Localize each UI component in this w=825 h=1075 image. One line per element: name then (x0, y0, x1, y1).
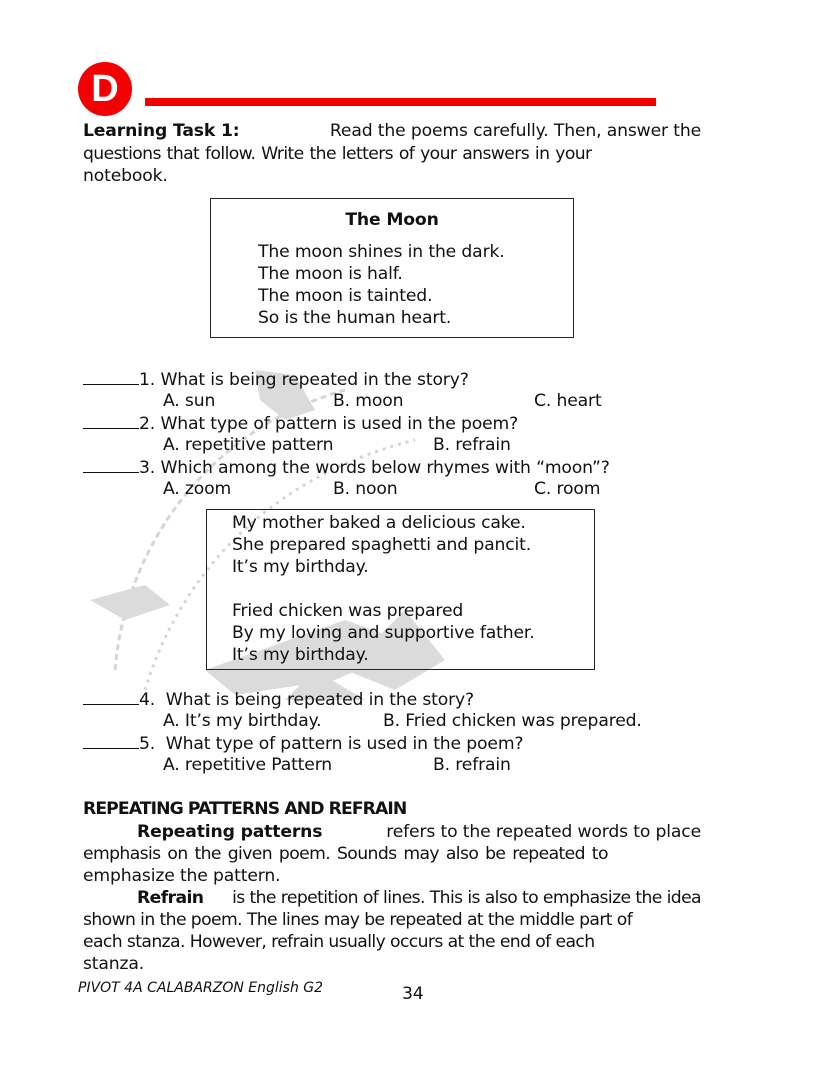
poem-line: The moon shines in the dark. (258, 242, 505, 262)
q2-option-b: B. refrain (433, 435, 511, 455)
footer-source: PIVOT 4A CALABARZON English G2 (78, 980, 324, 996)
poem-line: The moon is half. (258, 264, 403, 284)
poem-box-birthday (206, 509, 595, 670)
poem-line: She prepared spaghetti and pancit. (232, 535, 532, 555)
poem-line: The moon is tainted. (258, 286, 433, 306)
poem-line: It’s my birthday. (232, 645, 369, 665)
page-number: 34 (402, 984, 424, 1004)
lesson-p2-line4: stanza. (83, 954, 145, 974)
lesson-p2-line3: each stanza. However, refrain usually occurs at the end of each (83, 932, 595, 952)
section-letter-badge: D (78, 62, 132, 116)
lesson-p1-line3: emphasize the pattern. (83, 866, 281, 886)
poem-box-the-moon (210, 198, 574, 338)
lesson-p1-line1 (137, 821, 701, 843)
task-intro-line1 (83, 120, 701, 142)
poem-line: My mother baked a delicious cake. (232, 513, 526, 533)
question-number: 4. (139, 690, 156, 710)
answer-blank-3[interactable] (83, 456, 139, 473)
q2-option-a: A. repetitive pattern (163, 435, 334, 455)
question-number: 1. (139, 370, 156, 390)
question-1 (83, 368, 469, 391)
lesson-heading: REPEATING PATTERNS AND REFRAIN (83, 799, 407, 819)
answer-blank-5[interactable] (83, 732, 139, 749)
q3-option-b: B. noon (333, 479, 398, 499)
q4-option-a: A. It’s my birthday. (163, 711, 322, 731)
q4-option-b: B. Fried chicken was prepared. (383, 711, 642, 731)
question-text: What is being repeated in the story? (165, 690, 475, 710)
task-label: Learning Task 1: (83, 121, 240, 141)
lesson-p1-line2: emphasis on the given poem. Sounds may also be repeated to (83, 844, 608, 864)
question-text: What type of pattern is used in the poem? (160, 414, 519, 434)
lesson-p2-line2: shown in the poem. The lines may be repeated at the middle part of (83, 910, 633, 930)
answer-blank-2[interactable] (83, 412, 139, 429)
task-instruction-1: Read the poems carefully. Then, answer the (329, 121, 701, 141)
section-divider-line (145, 98, 656, 106)
poem-line: So is the human heart. (258, 308, 452, 328)
question-number: 3. (139, 458, 156, 478)
lesson-p2-line1 (137, 887, 701, 909)
q5-option-a: A. repetitive Pattern (163, 755, 333, 775)
answer-blank-4[interactable] (83, 688, 139, 705)
question-number: 2. (139, 414, 156, 434)
q3-option-a: A. zoom (163, 479, 232, 499)
term-repeating-patterns: Repeating patterns (137, 822, 323, 842)
q1-option-b: B. moon (333, 391, 404, 411)
lesson-text: refers to the repeated words to place (386, 822, 701, 842)
question-text: What type of pattern is used in the poem? (165, 734, 524, 754)
term-refrain: Refrain (137, 888, 204, 908)
question-4 (83, 688, 474, 711)
q1-option-a: A. sun (163, 391, 216, 411)
task-intro-line3: notebook. (83, 166, 168, 186)
q5-option-b: B. refrain (433, 755, 511, 775)
poem-line: Fried chicken was prepared (232, 601, 464, 621)
question-5 (83, 732, 523, 755)
task-intro-line2: questions that follow. Write the letters of your answers in your (83, 144, 592, 164)
q3-option-c: C. room (534, 479, 601, 499)
q1-option-c: C. heart (534, 391, 602, 411)
question-number: 5. (139, 734, 156, 754)
lesson-text: is the repetition of lines. This is also to emphasize the idea (232, 888, 701, 908)
answer-blank-1[interactable] (83, 368, 139, 385)
poem-title: The Moon (345, 210, 439, 230)
question-3 (83, 456, 610, 479)
question-2 (83, 412, 518, 435)
question-text: What is being repeated in the story? (160, 370, 469, 390)
question-text: Which among the words below rhymes with “moon”? (160, 458, 610, 478)
poem-line: It’s my birthday. (232, 557, 369, 577)
poem-line: By my loving and supportive father. (232, 623, 535, 643)
